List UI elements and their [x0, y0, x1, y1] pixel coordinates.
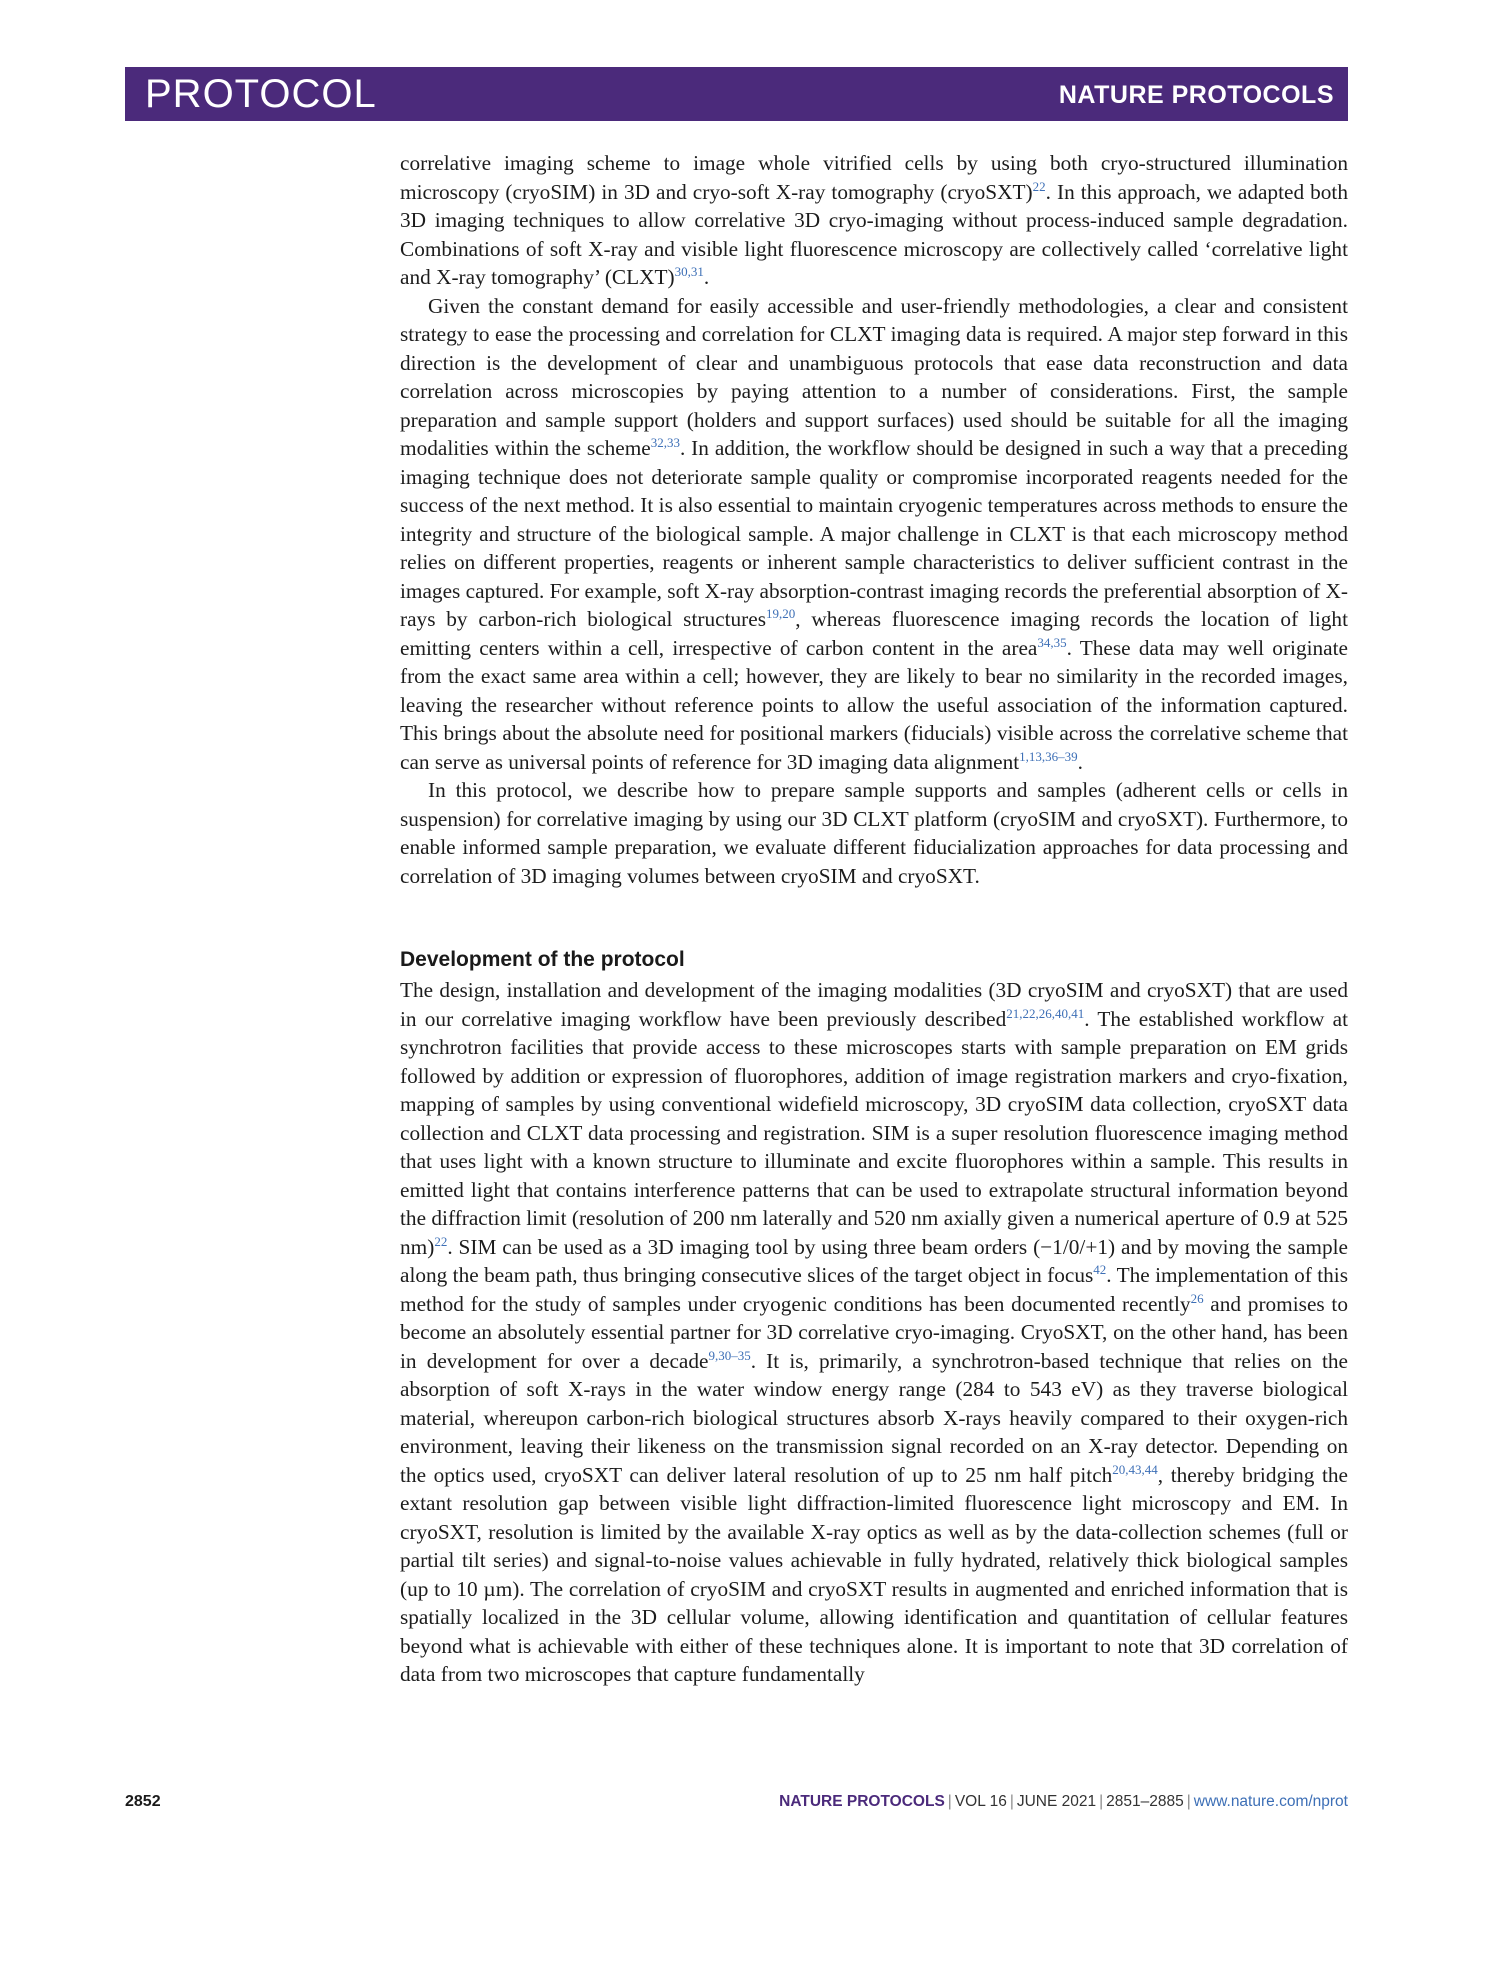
footer-citation: NATURE PROTOCOLS | VOL 16 | JUNE 2021 | 2851–2885 | www.nature.com/nprot — [779, 1793, 1348, 1810]
journal-name: NATURE PROTOCOLS — [1058, 81, 1334, 109]
citation-ref-link[interactable]: 26 — [1190, 1290, 1204, 1306]
citation-ref-link[interactable]: 34,35 — [1037, 634, 1067, 650]
paragraph-1: correlative imaging scheme to image whole vitrified cells by using both cryo-structured illumination microscopy (cryoSIM) in 3D and cryo-soft X-ray tomography (cryoSXT)$^{22}$. In this approach, we adapted both 3D imaging techniques to allow correlative 3D cryo-imaging without process-induced sample degradation. Combinations of soft X-ray and visible light fluorescence microscopy are collectively called ‘correlative light and X-ray tomography’ (CLXT)$^{30,31}$. — [400, 151, 1348, 289]
header-bar — [125, 67, 1348, 121]
footer-pages: 2851–2885 — [1106, 1793, 1184, 1810]
section-heading: Development of the protocol — [400, 948, 685, 971]
citation-ref-link[interactable]: 22 — [1032, 178, 1046, 194]
citation-ref-link[interactable]: 30,31 — [674, 264, 704, 279]
article-body — [400, 149, 1348, 1689]
citation-ref-link[interactable]: 19,20 — [765, 606, 796, 621]
footer-date: JUNE 2021 — [1016, 1793, 1097, 1810]
section-label: PROTOCOL — [145, 72, 377, 116]
paragraph-3: In this protocol, we describe how to prepare sample supports and samples (adherent cells or cells in suspension) for correlative imaging by using our 3D CLXT platform (cryoSIM and cryoSXT). Furthermore, to enable informed sample preparation, we evaluate different fiducialization approaches for data processing and correlation of 3D imaging volumes between cryoSIM and cryoSXT. — [400, 778, 1348, 888]
citation-ref-link[interactable]: 22 — [434, 1233, 448, 1249]
citation-ref-link[interactable]: 20,43,44 — [1112, 1461, 1158, 1477]
footer-url-link[interactable]: www.nature.com/nprot — [1193, 1793, 1348, 1810]
citation-ref-link[interactable]: 9,30–35 — [708, 1347, 751, 1363]
paragraph-2: Given the constant demand for easily accessible and user-friendly methodologies, a clear and consistent strategy to ease the processing and correlation for CLXT imaging data is required. A major step forward in this direction is the development of clear and unambiguous protocols that ease data reconstruction and data correlation across microscopies by paying attention to a number of considerations. First, the sample preparation and sample support (holders and support surfaces) used should be suitable for all the imaging modalities within the scheme$^{32,33}$. In addition, the workflow should be designed in such a way that a preceding imaging technique does not deteriorate sample quality or compromise incorporated reagents needed for the success of the next method. It is also essential to maintain cryogenic temperatures across methods to ensure the integrity and structure of the biological sample. A major challenge in CLXT is that each microscopy method relies on different properties, reagents or inherent sample characteristics to deliver sufficient contrast in the images captured. For example, soft X-ray absorption-contrast imaging records the preferential absorption of X-rays by carbon-rich biological structures$^{19,20}$, whereas fluorescence imaging records the location of light emitting centers within a cell, irrespective of carbon content in the area$^{34,35}$. These data may well originate from the exact same area within a cell; however, they are likely to bear no similarity in the recorded images, leaving the researcher without reference points to allow the useful association of the information captured. This brings about the absolute need for positional markers (fiducials) visible across the correlative scheme that can serve as universal points of reference for 3D imaging data alignment$^{1,13,36-39}$. — [400, 293, 1348, 774]
citation-ref-link[interactable]: 21,22,26,40,41 — [1006, 1005, 1085, 1021]
citation-ref-link[interactable]: 1,13,36–39 — [1019, 748, 1078, 764]
citation-ref-link[interactable]: 32,33 — [650, 435, 680, 450]
paragraph-4: The design, installation and development of the imaging modalities (3D cryoSIM and cryoSXT) that are used in our correlative imaging workflow have been previously described$^{21,22,26,40,41}$. The established workflow at synchrotron facilities that provide access to these microscopes starts with sample preparation on EM grids followed by addition or expression of fluorophores, addition of image registration markers and cryo-fixation, mapping of samples by using conventional widefield microscopy, 3D cryoSIM data collection, cryoSXT data collection and CLXT data processing and registration. SIM is a super resolution fluorescence imaging method that uses light with a known structure to illuminate and excite fluorophores within a sample. This results in emitted light that contains interference patterns that can be used to extrapolate structural information beyond the diffraction limit (resolution of 200 nm laterally and 520 nm axially given a numerical aperture of 0.9 at 525 nm)$^{22}$. SIM can be used as a 3D imaging tool by using three beam orders (−1/0/+1) and by moving the sample along the beam path, thus bringing consecutive slices of the target object in focus$^{42}$. The implementation of this method for the study of samples under cryogenic conditions has been documented recently$^{26}$ and promises to become an absolutely essential partner for 3D correlative cryo-imaging. CryoSXT, on the other hand, has been in development for over a decade$^{9,30-35}$. It is, primarily, a synchrotron-based technique that relies on the absorption of soft X-rays in the water window energy range (284 to 543 eV) as they traverse biological material, whereupon carbon-rich biological structures absorb X-rays heavily compared to their oxygen-rich environment, leaving their likeness on the transmission signal recorded on an X-ray detector. Depending on the optics used, cryoSXT can deliver lateral resolution of up to 25 nm half pitch$^{20,43,44}$, thereby bridging the extant resolution gap between visible light diffraction-limited fluorescence light microscopy and EM. In cryoSXT, resolution is limited by the available X-ray optics as well as by the data-collection schemes (full or partial tilt series) and signal-to-noise values achievable in fully hydrated, relatively thick biological samples (up to 10 µm). The correlation of cryoSIM and cryoSXT results in augmented and enriched information that is spatially localized in the 3D cellular volume, allowing identification and quantitation of cellular features beyond what is achievable with either of these techniques alone. It is important to note that 3D correlation of data from two microscopes that capture fundamentally — [400, 978, 1349, 1686]
citation-ref-link[interactable]: 42 — [1093, 1262, 1107, 1277]
footer-volume: VOL 16 — [954, 1793, 1007, 1810]
footer-journal-name: NATURE PROTOCOLS — [779, 1793, 945, 1810]
page-number: 2852 — [125, 1793, 161, 1810]
